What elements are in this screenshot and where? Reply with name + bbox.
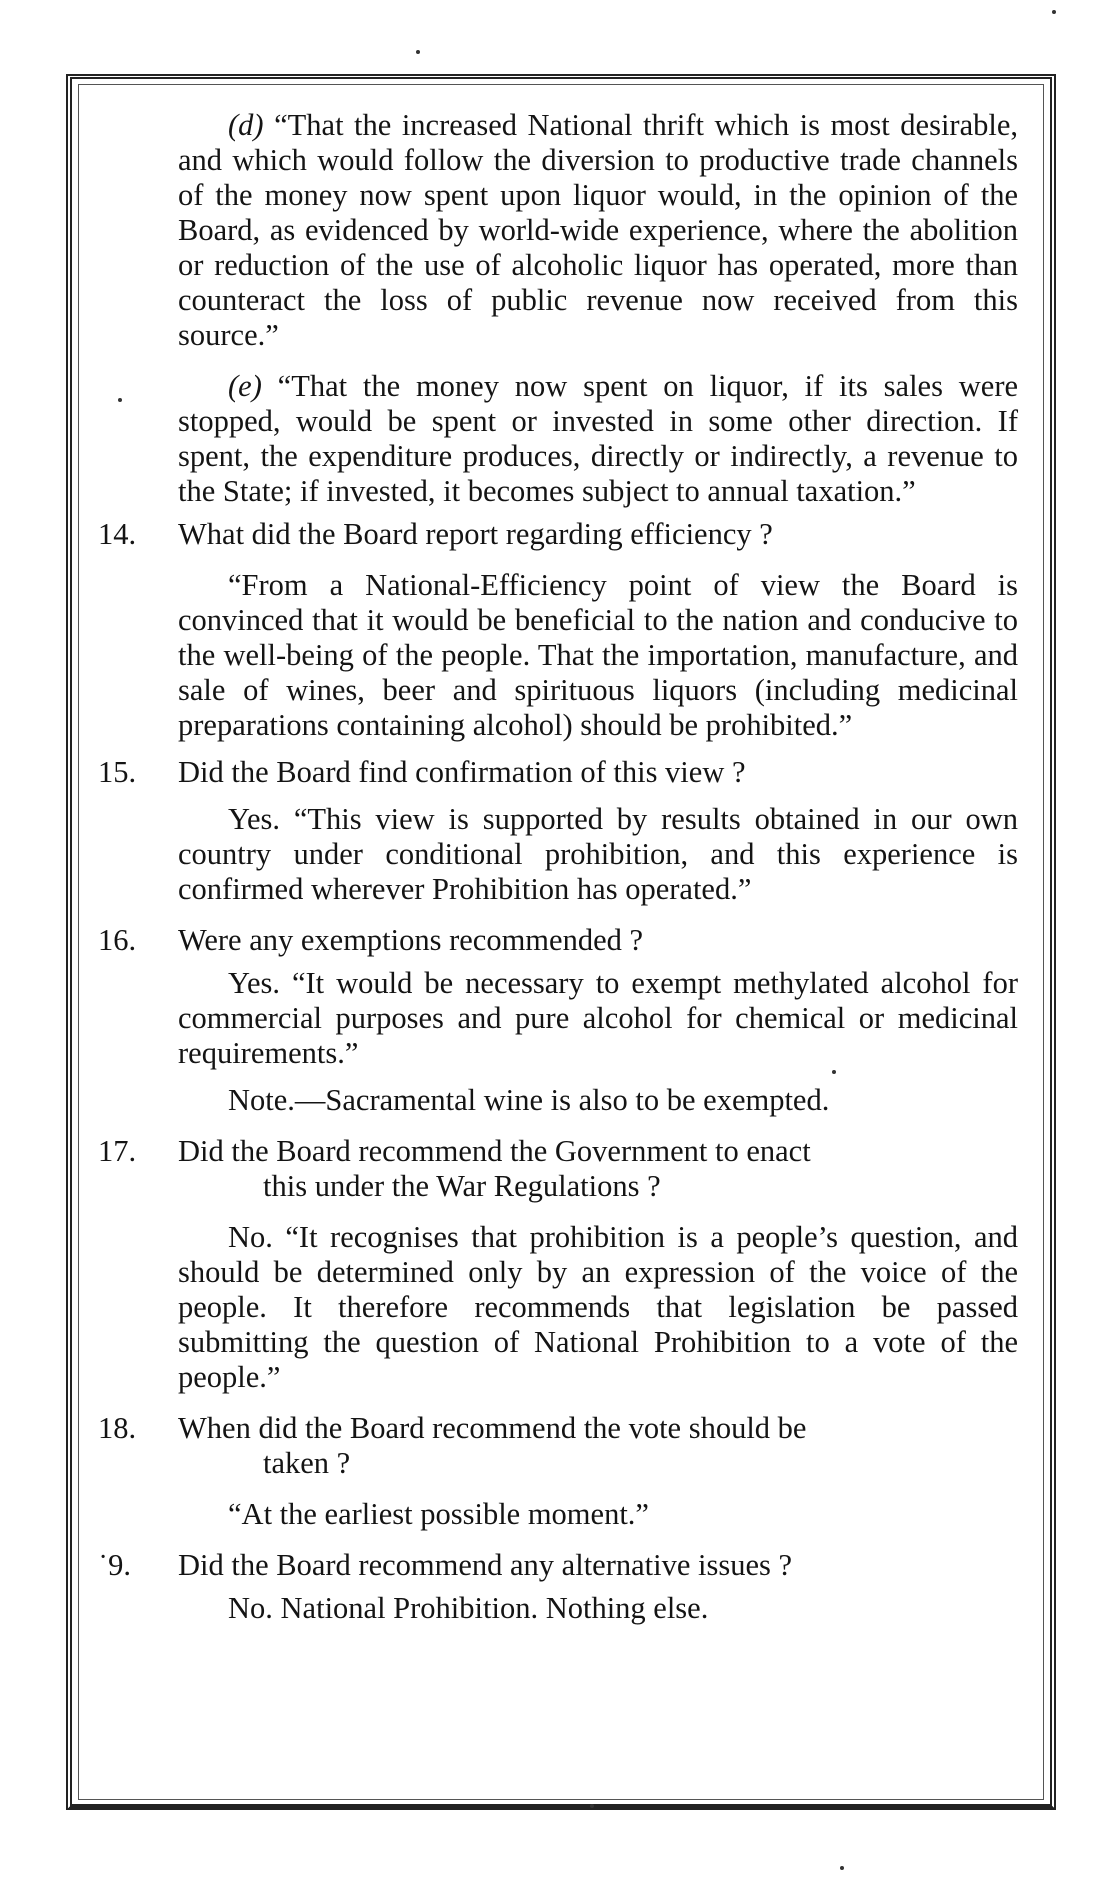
question-14-number: 14. — [98, 517, 137, 551]
answer-14: “From a National-Efficiency point of view the Board is convinced that it would be beneficial to the nation and conducive to the well-being of the people. That the importation, manufacture, and sale of wines, beer and spirituous liquors (including medicinal preparations containing alcohol) should be prohibited.” — [178, 568, 1018, 742]
question-15 — [98, 755, 1018, 790]
paragraph-e — [178, 369, 1018, 509]
question-16-text: Were any exemptions recommended ? — [178, 923, 644, 957]
question-17-text-line1: Did the Board recommend the Government to enact — [178, 1134, 811, 1168]
question-19-text: Did the Board recommend any alternative issues ? — [178, 1548, 793, 1582]
question-17-text-line2: this under the War Regulations ? — [263, 1169, 661, 1203]
question-17-number: 17. — [98, 1134, 137, 1168]
question-16 — [98, 923, 1018, 958]
answer-16: Yes. “It would be necessary to exempt methylated alcohol for commercial purposes and pure alcohol for chemical or medicinal requirements.” — [178, 966, 1018, 1070]
paragraph-e-label: (e) — [228, 369, 262, 403]
question-18-text-line2: taken ? — [263, 1446, 351, 1480]
question-18-text-line1: When did the Board recommend the vote should be — [178, 1411, 807, 1445]
paragraph-d-text: “That the increased National thrift which is most desirable, and which would follow the diversion to productive trade channels of the money now spent upon liquor would, in the opinion of the Board, as evidenced by world-wide experience, where the abolition or reduction of the use of alcoholic liquor has operated, more than counteract the loss of public revenue now received from this source.” — [178, 108, 1019, 352]
question-17 — [98, 1134, 1018, 1204]
answer-18: “At the earliest possible moment.” — [228, 1497, 649, 1531]
question-14-text: What did the Board report regarding efficiency ? — [178, 517, 773, 551]
question-15-text: Did the Board find confirmation of this view ? — [178, 755, 746, 789]
answer-17: No. “It recognises that prohibition is a people’s question, and should be determined only by an expression of the voice of the people. It therefore recommends that legislation be passed submitting the question of National Prohibition to a vote of the people.” — [178, 1220, 1018, 1394]
answer-15: Yes. “This view is supported by results obtained in our own country under conditional prohibition, and this experience is confirmed wherever Prohibition has operated.” — [178, 802, 1018, 906]
question-18 — [98, 1411, 1018, 1481]
question-19 — [98, 1548, 1018, 1583]
question-18-number: 18. — [98, 1411, 137, 1445]
answer-19: No. National Prohibition. Nothing else. — [228, 1591, 709, 1625]
note-16: Note.—Sacramental wine is also to be exempted. — [228, 1083, 830, 1117]
question-15-number: 15. — [98, 755, 137, 789]
paragraph-e-text: “That the money now spent on liquor, if its sales were stopped, would be spent or invested in some other direction. If spent, the expenditure produces, directly or indirectly, a revenue to the State; if invested, it becomes subject to annual taxation.” — [178, 369, 1019, 508]
paragraph-d — [178, 108, 1018, 353]
question-19-number: ˙9. — [98, 1548, 132, 1582]
question-16-number: 16. — [98, 923, 137, 957]
question-14 — [98, 517, 1018, 552]
document-body — [98, 108, 1019, 1626]
paragraph-d-label: (d) — [228, 108, 264, 142]
